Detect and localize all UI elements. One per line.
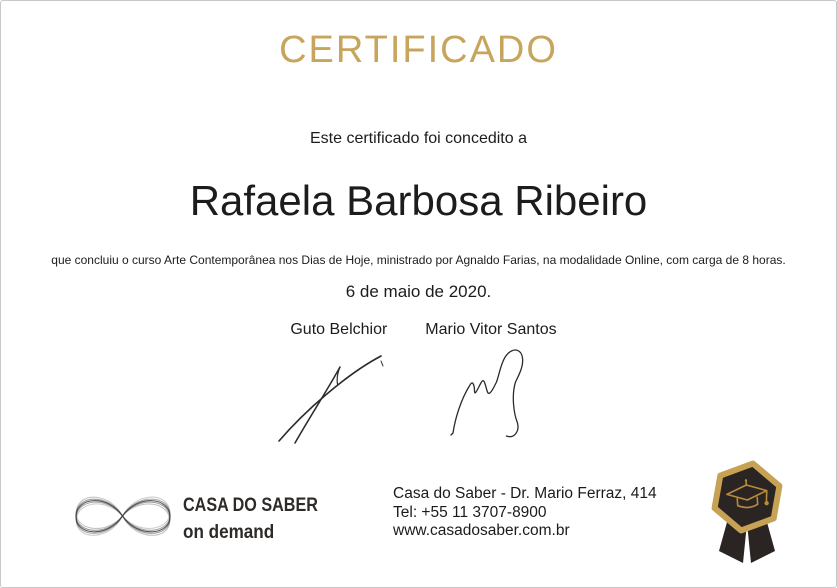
brand-tagline: on demand bbox=[183, 522, 275, 543]
contact-website: www.casadosaber.com.br bbox=[393, 522, 570, 539]
contact-address: Casa do Saber - Dr. Mario Ferraz, 414 bbox=[393, 485, 657, 502]
signer-name-1: Guto Belchior bbox=[290, 321, 388, 338]
signer-names-row bbox=[1, 321, 836, 339]
award-badge-icon bbox=[705, 457, 789, 573]
recipient-name: Rafaela Barbosa Ribeiro bbox=[189, 177, 648, 224]
course-description: que concluiu o curso Arte Contemporânea nos Dias de Hoje, ministrado por Agnaldo Farias, na modalidade Online, com carga de 8 horas. bbox=[51, 253, 786, 267]
infinity-scribble-icon bbox=[65, 485, 180, 549]
signer-name-2: Mario Vitor Santos bbox=[425, 321, 557, 338]
certificate-title: CERTIFICADO bbox=[279, 29, 558, 71]
signatures-image bbox=[231, 347, 641, 453]
certificate-intro-text: Este certificado foi concedito a bbox=[309, 130, 527, 147]
brand-block bbox=[183, 495, 342, 544]
certificate-date: 6 de maio de 2020. bbox=[345, 282, 492, 301]
contact-phone: Tel: +55 11 3707-8900 bbox=[393, 503, 547, 521]
contact-block bbox=[393, 485, 657, 541]
brand-name: CASA DO SABER bbox=[183, 495, 318, 516]
